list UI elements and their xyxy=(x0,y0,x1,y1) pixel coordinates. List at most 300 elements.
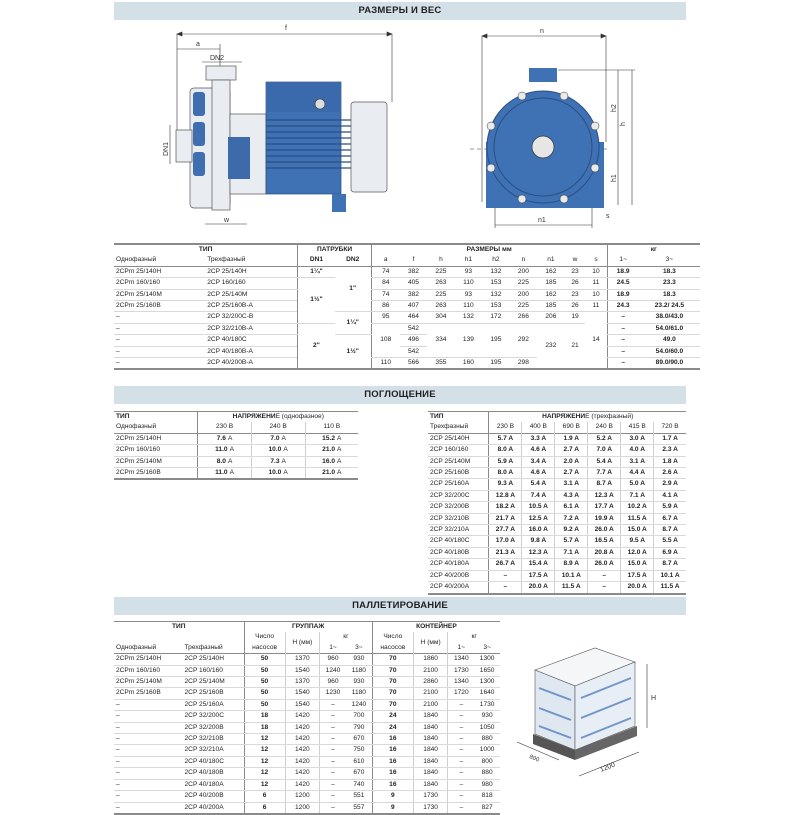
cell-current: 4.4 A xyxy=(621,468,654,479)
cell-kg3: 18.3 xyxy=(639,289,700,300)
unit: A xyxy=(337,446,342,454)
table-row xyxy=(114,456,358,467)
cell-three: 2CP 32/200B xyxy=(183,722,244,733)
th-h: h xyxy=(439,256,443,264)
svg-text:DN1: DN1 xyxy=(163,141,170,156)
cell-three: 2CP 160/160 xyxy=(183,665,244,676)
cell-single: – xyxy=(114,699,183,710)
group-kg1: – xyxy=(320,699,346,710)
table-row xyxy=(428,479,686,490)
pump-side-view-drawing xyxy=(150,22,430,232)
cell-current: 9.5 A xyxy=(621,536,654,547)
table-row xyxy=(428,433,686,444)
container-kg3: 1050 xyxy=(474,722,500,733)
container-count: 16 xyxy=(372,745,413,756)
cell-s: 10 xyxy=(585,289,607,300)
cell-single: 2CPm 160/160 xyxy=(114,665,183,676)
cell-kg1: 18.9 xyxy=(607,289,639,300)
palletizing-table xyxy=(114,621,500,815)
value: 7.3 xyxy=(270,457,280,465)
value: 7.6 xyxy=(216,434,226,442)
cell-kg1: – xyxy=(607,312,639,323)
cell-model: 2CP 32/200B xyxy=(428,502,489,513)
cell-current: 8.0 A xyxy=(489,468,522,479)
container-kg3: 1000 xyxy=(474,745,500,756)
cell-current: 12.3 A xyxy=(588,490,621,501)
th-single: Однофазный xyxy=(116,256,157,264)
cell-single: – xyxy=(114,756,183,767)
svg-text:h2: h2 xyxy=(611,104,618,112)
th-kg1: 1~ xyxy=(448,643,474,654)
cell-kg3: 23.3 xyxy=(639,278,700,289)
th-type: ТИП xyxy=(116,413,130,420)
cell-kg1: 24.3 xyxy=(607,301,639,312)
container-kg1: – xyxy=(448,756,474,767)
cell-model: 2CP 25/160B xyxy=(428,468,489,479)
th-type: ТИП xyxy=(430,413,444,420)
cell-three: 2CP 25/140M xyxy=(183,677,244,688)
cell-f: 464 xyxy=(400,312,427,323)
cell-h1: 110 xyxy=(455,278,482,289)
container-count: 24 xyxy=(372,722,413,733)
svg-text:DN2: DN2 xyxy=(210,55,225,62)
cell-current: 27.7 A xyxy=(489,525,522,536)
cell-current: – xyxy=(489,570,522,581)
group-kg1: – xyxy=(320,779,346,790)
th-height: H (мм) xyxy=(413,632,447,653)
cell-kg3: 18.3 xyxy=(639,266,700,277)
cell-kg3: 38.0/43.0 xyxy=(639,312,700,323)
group-kg3: 740 xyxy=(346,779,372,790)
unit: A xyxy=(337,457,342,465)
th-400: 400 В xyxy=(522,422,555,433)
table-row xyxy=(428,445,686,456)
cell-kg1: – xyxy=(607,335,639,346)
container-kg1: – xyxy=(448,791,474,802)
th-415: 415 В xyxy=(621,422,654,433)
cell-three: 2CP 25/160B xyxy=(183,688,244,699)
table-row xyxy=(428,502,686,513)
cell-h1: 139 xyxy=(455,323,482,357)
cell-n1: 206 xyxy=(537,312,564,323)
cell-three: 2CP 25/160A xyxy=(183,699,244,710)
value: 21.0 xyxy=(322,469,336,477)
container-count: 70 xyxy=(372,677,413,688)
cell-model: 2CPm 25/160B xyxy=(114,468,198,480)
group-count: 6 xyxy=(244,802,285,814)
group-count: 6 xyxy=(244,791,285,802)
cell-n: 225 xyxy=(510,301,537,312)
value: 16.0 xyxy=(322,457,336,465)
cell-single: – xyxy=(114,745,183,756)
cell-model: 2CP 160/160 xyxy=(428,445,489,456)
cell-single: – xyxy=(114,346,205,357)
svg-text:H: H xyxy=(651,695,657,702)
group-kg1: 960 xyxy=(320,677,346,688)
cell-three: 2CP 25/140M xyxy=(205,289,298,300)
group-kg3: 1180 xyxy=(346,665,372,676)
unit: A xyxy=(229,446,234,454)
container-count: 70 xyxy=(372,654,413,665)
section-title-palletizing: ПАЛЛЕТИРОВАНИЕ xyxy=(114,597,686,615)
svg-text:a: a xyxy=(196,41,200,48)
group-count: 12 xyxy=(244,756,285,767)
th-s: s xyxy=(594,256,598,264)
cell-a: 84 xyxy=(371,278,399,289)
th-voltage: НАПРЯЖЕНИ xyxy=(232,413,276,420)
cell-current: 2.7 A xyxy=(555,468,588,479)
table-row xyxy=(114,699,500,710)
cell-single: – xyxy=(114,335,205,346)
container-count: 9 xyxy=(372,802,413,814)
cell-current: 3.1 A xyxy=(555,479,588,490)
group-kg3: 670 xyxy=(346,734,372,745)
group-kg3: 930 xyxy=(346,677,372,688)
cell-current: 2.7 A xyxy=(555,445,588,456)
cell-single: 2CPm 25/160B xyxy=(114,301,205,312)
table-row xyxy=(114,756,500,767)
cell-current: 9.2 A xyxy=(555,525,588,536)
group-count: 18 xyxy=(244,711,285,722)
group-height: 1370 xyxy=(285,677,319,688)
cell-current: 3.3 A xyxy=(522,433,555,444)
group-kg3: 670 xyxy=(346,768,372,779)
cell-current: 1.9 A xyxy=(555,433,588,444)
table-row xyxy=(428,468,686,479)
cell-a: 74 xyxy=(371,289,399,300)
cell-current: 10.1 A xyxy=(555,570,588,581)
cell-current: 7.0 A xyxy=(588,445,621,456)
cell-a: 110 xyxy=(371,358,399,370)
group-kg1: – xyxy=(320,745,346,756)
cell-current: 17.5 A xyxy=(522,570,555,581)
group-count: 12 xyxy=(244,734,285,745)
cell-h2: 172 xyxy=(482,312,509,323)
cell-single: 2CPm 25/140H xyxy=(114,266,205,277)
cell-model: 2CP 32/200C xyxy=(428,490,489,501)
group-kg1: – xyxy=(320,711,346,722)
th-kg1: 1~ xyxy=(320,643,346,654)
table-row xyxy=(114,779,500,790)
container-kg3: 880 xyxy=(474,768,500,779)
cell-n1: 185 xyxy=(537,301,564,312)
cell-current: 3.0 A xyxy=(621,433,654,444)
cell-f: 382 xyxy=(400,266,427,277)
cell-single: 2CPm 25/140H xyxy=(114,654,183,665)
unit: A xyxy=(283,469,288,477)
cell-current: 7.1 A xyxy=(555,547,588,558)
cell-three: 2CP 40/180B-A xyxy=(205,346,298,357)
cell-h1: 132 xyxy=(455,312,482,323)
cell-current: 3.1 A xyxy=(621,456,654,467)
cell-current: 6.1 A xyxy=(555,502,588,513)
container-height: 1840 xyxy=(413,779,447,790)
table-row xyxy=(114,266,700,277)
container-height: 2860 xyxy=(413,677,447,688)
container-kg3: 1650 xyxy=(474,665,500,676)
th-n: n xyxy=(521,256,526,264)
group-height: 1420 xyxy=(285,779,319,790)
cell-h2: 132 xyxy=(482,266,509,277)
cell-kg3: 54.0/60.0 xyxy=(639,346,700,357)
container-kg3: 1300 xyxy=(474,654,500,665)
th-group: ГРУППАЖ xyxy=(244,622,372,633)
cell-v110 xyxy=(305,445,358,456)
cell-n1: 162 xyxy=(537,289,564,300)
cell-kg3: 49.0 xyxy=(639,335,700,346)
cell-current: 5.7 A xyxy=(489,433,522,444)
cell-kg3: 23.2/ 24.5 xyxy=(639,301,700,312)
container-kg1: – xyxy=(448,734,474,745)
group-kg1: – xyxy=(320,756,346,767)
container-kg3: 1730 xyxy=(474,699,500,710)
container-kg3: 880 xyxy=(474,734,500,745)
cell-current: 21.7 A xyxy=(489,513,522,524)
cell-three: 2CP 32/200C-B xyxy=(205,312,298,323)
table-row xyxy=(428,513,686,524)
table-row xyxy=(114,768,500,779)
group-height: 1540 xyxy=(285,699,319,710)
value: 11.0 xyxy=(215,469,228,477)
table-row xyxy=(114,802,500,814)
cell-current: 10.1 A xyxy=(654,570,686,581)
cell-n: 225 xyxy=(510,278,537,289)
cell-v240 xyxy=(251,468,305,480)
cell-current: 4.3 A xyxy=(555,490,588,501)
cell-three: 2CP 25/160B-A xyxy=(205,301,298,312)
cell-current: 1.7 A xyxy=(654,433,686,444)
pallet-drawing xyxy=(515,640,695,790)
th-count-2: насосов xyxy=(372,643,413,654)
cell-w: 23 xyxy=(565,289,586,300)
th-container: КОНТЕЙНЕР xyxy=(372,622,500,633)
cell-model: 2CP 25/140H xyxy=(428,433,489,444)
container-kg1: 1730 xyxy=(448,665,474,676)
cell-h: 263 xyxy=(427,278,454,289)
cell-dn2: 1" xyxy=(335,266,372,312)
cell-current: 15.4 A xyxy=(522,559,555,570)
cell-current: 5.7 A xyxy=(555,536,588,547)
th-type: ТИП xyxy=(171,623,186,630)
cell-model: 2CP 40/180B xyxy=(428,547,489,558)
group-height: 1420 xyxy=(285,734,319,745)
group-count: 50 xyxy=(244,688,285,699)
cell-current: 12.5 A xyxy=(522,513,555,524)
cell-model: 2CPm 160/160 xyxy=(114,445,198,456)
table-row xyxy=(114,677,500,688)
cell-current: 17.7 A xyxy=(588,502,621,513)
th-dn1: DN1 xyxy=(298,255,335,266)
absorption-three-table xyxy=(428,411,686,595)
cell-dn1: 1¼" xyxy=(298,266,335,277)
table-row xyxy=(428,525,686,536)
cell-current: 7.7 A xyxy=(588,468,621,479)
cell-current: 5.4 A xyxy=(588,456,621,467)
th-230: 230 В xyxy=(489,422,522,433)
cell-s: 14 xyxy=(585,312,607,370)
container-count: 70 xyxy=(372,699,413,710)
cell-v240 xyxy=(251,433,305,444)
th-kg3: 3~ xyxy=(355,643,363,651)
cell-single: – xyxy=(114,779,183,790)
table-row xyxy=(114,278,700,289)
cell-v110 xyxy=(305,456,358,467)
cell-w: 26 xyxy=(565,278,586,289)
group-count: 12 xyxy=(244,779,285,790)
group-count: 50 xyxy=(244,654,285,665)
cell-n: 200 xyxy=(510,289,537,300)
cell-current: 6.7 A xyxy=(654,513,686,524)
group-kg1: – xyxy=(320,722,346,733)
container-count: 16 xyxy=(372,756,413,767)
container-kg1: – xyxy=(448,745,474,756)
cell-single: – xyxy=(114,358,205,370)
cell-current: 5.9 A xyxy=(489,456,522,467)
cell-current: 10.5 A xyxy=(522,502,555,513)
container-height: 2100 xyxy=(413,699,447,710)
cell-h: 263 xyxy=(427,301,454,312)
cell-current: 8.0 A xyxy=(489,445,522,456)
table-row xyxy=(114,654,500,665)
cell-current: 2.6 A xyxy=(654,468,686,479)
container-count: 16 xyxy=(372,734,413,745)
th-three: Трехфазный xyxy=(184,643,223,651)
cell-model: 2CP 32/210B xyxy=(428,513,489,524)
cell-current: 15.0 A xyxy=(621,525,654,536)
unit: A xyxy=(227,457,233,465)
value: 8.0 xyxy=(216,457,226,465)
value: 15.2 xyxy=(322,434,336,442)
cell-v240 xyxy=(251,445,305,456)
cell-current: 10.2 A xyxy=(621,502,654,513)
svg-text:n1: n1 xyxy=(538,217,546,224)
cell-three: 2CP 40/180C xyxy=(183,756,244,767)
cell-current: 8.7 A xyxy=(588,479,621,490)
cell-kg1: – xyxy=(607,358,639,370)
cell-n1: 162 xyxy=(537,266,564,277)
group-kg1: 1240 xyxy=(320,665,346,676)
cell-w: 26 xyxy=(565,301,586,312)
cell-kg1: 18.9 xyxy=(607,266,639,277)
table-row xyxy=(114,734,500,745)
table-row xyxy=(114,791,500,802)
cell-model: 2CP 40/200B xyxy=(428,570,489,581)
svg-text:s: s xyxy=(606,213,610,220)
th-height: H (мм) xyxy=(285,632,319,653)
table-row xyxy=(114,433,358,444)
cell-current: 7.1 A xyxy=(621,490,654,501)
cell-a: 86 xyxy=(371,301,399,312)
table-row xyxy=(114,468,358,480)
cell-current: 11.5 A xyxy=(555,582,588,594)
cell-current: 12.8 A xyxy=(489,490,522,501)
group-kg1: 1230 xyxy=(320,688,346,699)
cell-model: 2CP 25/140M xyxy=(428,456,489,467)
cell-current: 9.3 A xyxy=(489,479,522,490)
group-kg3: 700 xyxy=(346,711,372,722)
cell-v230 xyxy=(198,468,251,480)
th-f: f xyxy=(412,256,415,264)
group-kg1: – xyxy=(320,791,346,802)
svg-text:n: n xyxy=(540,28,544,35)
table-row xyxy=(114,358,700,370)
cell-s: 11 xyxy=(585,278,607,289)
cell-kg3: 89.0/90.0 xyxy=(639,358,700,370)
th-ports: ПАТРУБКИ xyxy=(298,244,371,255)
cell-current: 12.3 A xyxy=(522,547,555,558)
th-kg: кг xyxy=(448,632,500,642)
table-row xyxy=(114,301,700,312)
cell-three: 2CP 25/140H xyxy=(183,654,244,665)
cell-current: 17.5 A xyxy=(621,570,654,581)
group-kg1: 960 xyxy=(320,654,346,665)
cell-current: 8.7 A xyxy=(654,525,686,536)
cell-model: 2CPm 25/140H xyxy=(114,433,198,444)
th-kg1: 1~ xyxy=(607,255,639,266)
table-row xyxy=(428,490,686,501)
cell-h: 355 xyxy=(427,358,454,370)
container-height: 1840 xyxy=(413,745,447,756)
group-kg3: 790 xyxy=(346,722,372,733)
cell-h: 334 xyxy=(427,323,454,357)
cell-model: 2CP 40/200A xyxy=(428,582,489,594)
unit: A xyxy=(229,469,234,477)
cell-v230 xyxy=(198,433,251,444)
cell-f: 382 xyxy=(400,289,427,300)
container-kg3: 930 xyxy=(474,711,500,722)
cell-single: – xyxy=(114,722,183,733)
cell-h2: 153 xyxy=(482,278,509,289)
cell-current: 5.2 A xyxy=(588,433,621,444)
cell-current: 4.6 A xyxy=(522,468,555,479)
th-110: 110 В xyxy=(305,422,358,433)
th-single: Однофазный xyxy=(116,643,157,651)
cell-model: 2CP 25/160A xyxy=(428,479,489,490)
group-kg3: 1180 xyxy=(346,688,372,699)
cell-single: – xyxy=(114,323,205,334)
container-kg1: 1720 xyxy=(448,688,474,699)
container-kg3: 800 xyxy=(474,756,500,767)
cell-three: 2CP 32/210A xyxy=(183,745,244,756)
value: 11.0 xyxy=(215,446,228,454)
svg-text:800: 800 xyxy=(528,754,540,764)
cell-current: 15.0 A xyxy=(621,559,654,570)
group-height: 1420 xyxy=(285,745,319,756)
cell-f: 407 xyxy=(400,301,427,312)
table-row xyxy=(428,559,686,570)
group-count: 18 xyxy=(244,722,285,733)
section-title-dimensions: РАЗМЕРЫ И ВЕС xyxy=(114,2,686,20)
svg-text:w: w xyxy=(224,217,230,224)
cell-current: 7.2 A xyxy=(555,513,588,524)
container-kg1: – xyxy=(448,699,474,710)
cell-h1: 160 xyxy=(455,358,482,370)
cell-single: 2CPm 25/140M xyxy=(114,289,205,300)
cell-kg1: – xyxy=(607,323,639,334)
cell-single: – xyxy=(114,791,183,802)
th-type: ТИП xyxy=(198,246,213,253)
cell-w: 23 xyxy=(565,266,586,277)
th-kg: кг xyxy=(320,632,373,642)
group-count: 12 xyxy=(244,745,285,756)
container-kg3: 980 xyxy=(474,779,500,790)
table-row xyxy=(428,582,686,594)
cell-current: 5.4 A xyxy=(522,479,555,490)
group-count: 50 xyxy=(244,699,285,710)
cell-n: 292 xyxy=(510,323,537,357)
cell-current: 16.5 A xyxy=(588,536,621,547)
cell-single: – xyxy=(114,768,183,779)
